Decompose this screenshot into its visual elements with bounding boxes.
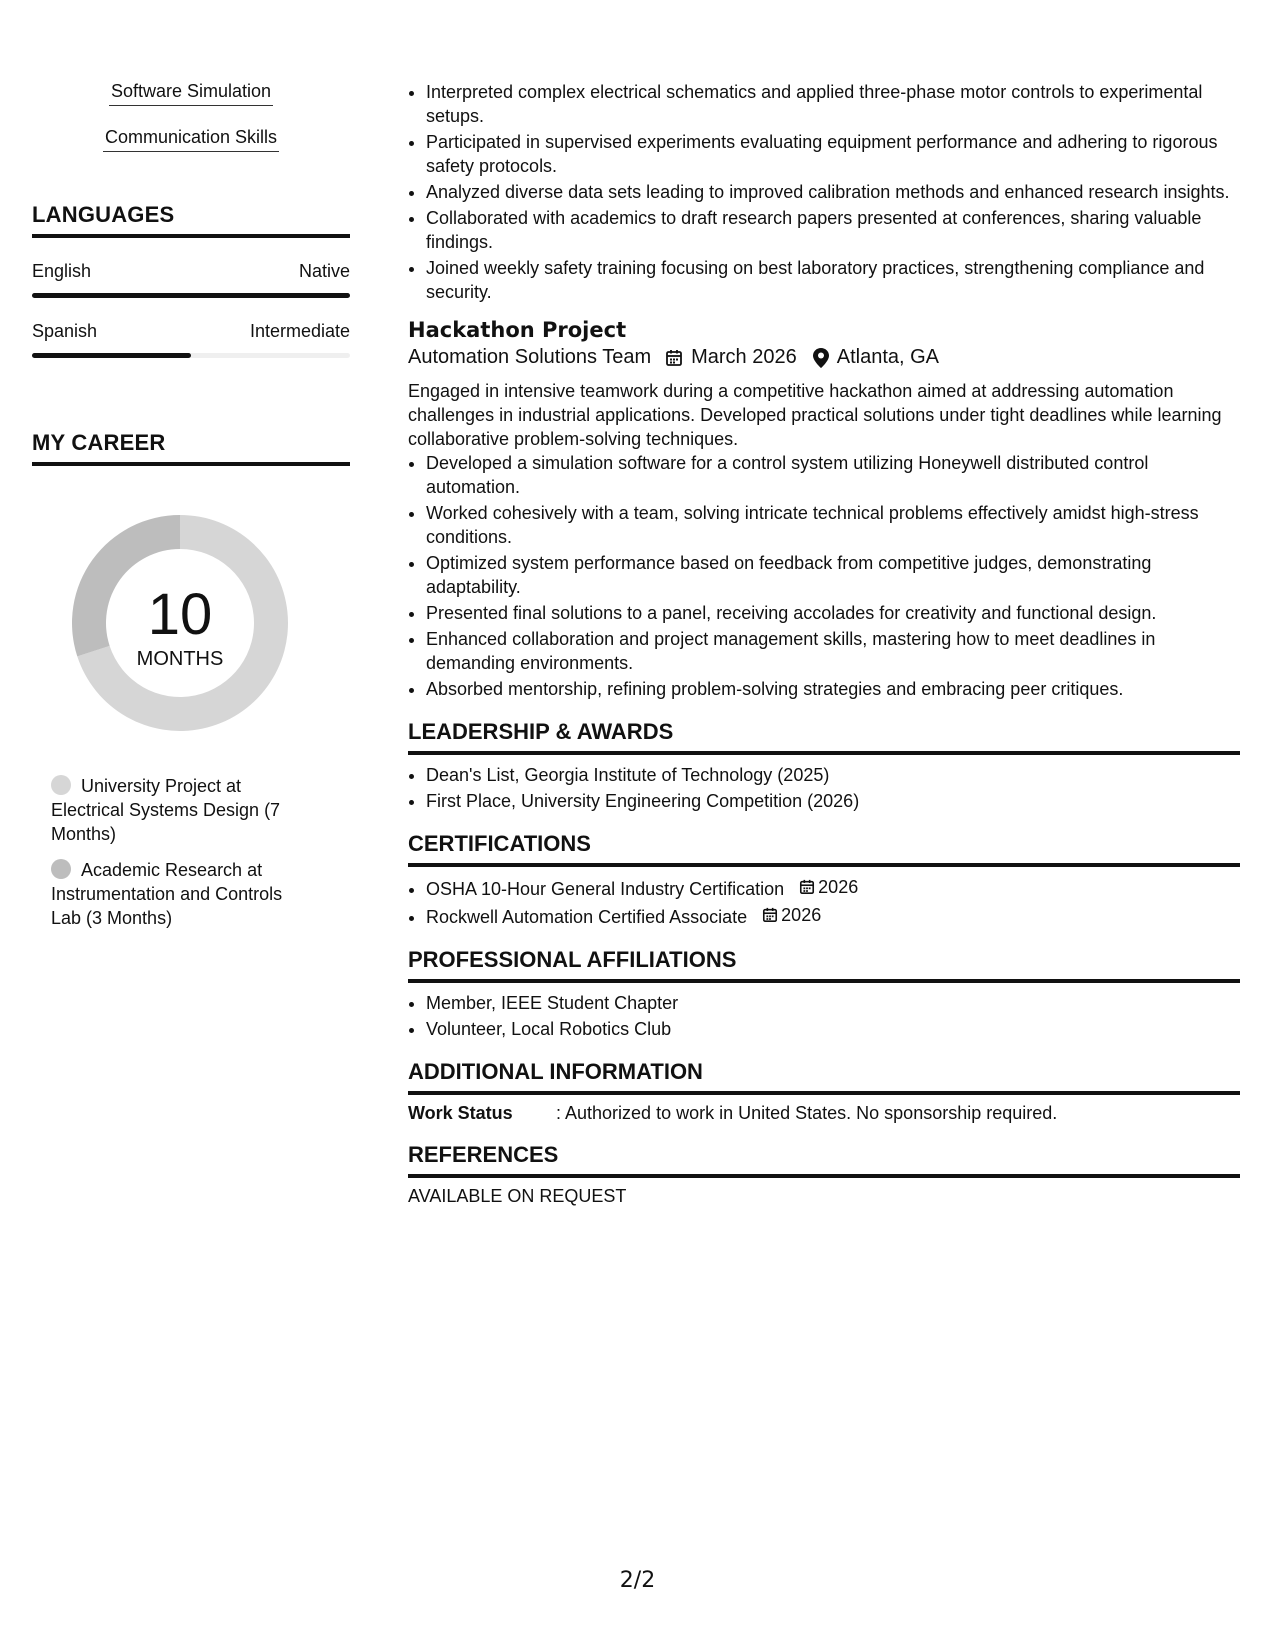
language-item [32,260,350,298]
list-item [426,875,1240,901]
project-meta [408,346,1240,369]
references-heading: REFERENCES [408,1142,1240,1178]
skill-item [32,80,350,106]
language-proficiency-fill [32,293,350,298]
career-legend-item [51,858,311,930]
additional-info-heading: ADDITIONAL INFORMATION [408,1059,1240,1095]
career-legend [32,774,311,930]
project-location: Atlanta, GA [836,346,940,368]
certification-name: Rockwell Automation Certified Associate [426,907,748,927]
language-proficiency-bar [32,293,350,298]
list-item: • Presented final solutions to a panel, receiving accolades for creativity and functional design. [426,601,1240,625]
calendar-icon [799,879,815,895]
list-item: • Analyzed diverse data sets leading to improved calibration methods and enhanced research insights. [426,180,1240,204]
work-status-label: Work Status [408,1103,513,1123]
list-item: • Collaborated with academics to draft research papers presented at conferences, sharing valuable findings. [426,206,1240,254]
skill-label: Software Simulation [109,80,273,106]
page-number: 2/2 [619,1568,656,1593]
career-legend-label: Academic Research at Instrumentation and Controls Lab (3 Months) [51,860,283,928]
awards-list [408,763,1240,813]
legend-dot [51,859,71,879]
list-item: • Joined weekly safety training focusing on best laboratory practices, strengthening compliance and security. [426,256,1240,304]
skill-item [32,126,350,152]
list-item: • Optimized system performance based on feedback from competitive judges, demonstrating adaptability. [426,551,1240,599]
location-pin-icon [813,348,829,368]
language-proficiency-fill [32,353,191,358]
list-item: • Participated in supervised experiments evaluating equipment performance and adhering to rigorous safety protocols. [426,130,1240,178]
project-description: Engaged in intensive teamwork during a competitive hackathon aimed at addressing automation challenges in industrial applications. Developed practical solutions under tight deadlines while learning collaborative problem-solving techniques. [408,381,1222,449]
career-donut-chart [65,508,295,738]
list-item: • Volunteer, Local Robotics Club [426,1017,1240,1041]
list-item: • Worked cohesively with a team, solving intricate technical problems effectively amidst high-stress conditions. [426,501,1240,549]
certification-year: 2026 [818,877,859,897]
language-level: Native [298,261,350,281]
list-item: • Dean's List, Georgia Institute of Technology (2025) [426,763,1240,787]
certifications-heading: CERTIFICATIONS [408,831,1240,867]
list-item: • Interpreted complex electrical schematics and applied three-phase motor controls to experimental setups. [426,80,1240,128]
main-content [408,80,1240,1207]
sidebar [32,80,350,942]
list-item: • Developed a simulation software for a control system utilizing Honeywell distributed control automation. [426,451,1240,499]
career-total-months: 10 [147,582,213,647]
references-text: AVAILABLE ON REQUEST [408,1186,627,1206]
affiliations-list [408,991,1240,1041]
work-status-value: : Authorized to work in United States. No sponsorship required. [556,1103,1058,1123]
language-name: English [32,261,92,281]
career-legend-label: University Project at Electrical Systems Design (7 Months) [51,776,281,844]
experience-bullets [408,80,1240,304]
certifications-list [408,875,1240,929]
list-item: • Member, IEEE Student Chapter [426,991,1240,1015]
languages-heading: LANGUAGES [32,202,350,238]
career-total-unit: MONTHS [136,648,224,670]
calendar-icon [665,349,683,367]
certification-name: OSHA 10-Hour General Industry Certification [426,879,785,899]
list-item [426,903,1240,929]
work-status-row [408,1103,1240,1124]
language-proficiency-bar [32,353,350,358]
career-legend-item [51,774,311,846]
legend-dot [51,775,71,795]
list-item: • Absorbed mentorship, refining problem-solving strategies and embracing peer critiques. [426,677,1240,701]
project-date: March 2026 [691,346,797,368]
affiliations-heading: PROFESSIONAL AFFILIATIONS [408,947,1240,983]
language-item [32,320,350,358]
language-name: Spanish [32,321,98,341]
list-item: • First Place, University Engineering Competition (2026) [426,789,1240,813]
calendar-icon [762,907,778,923]
career-heading: MY CAREER [32,430,350,466]
project-title: Hackathon Project [408,318,627,342]
project-org: Automation Solutions Team [408,346,652,368]
awards-heading: LEADERSHIP & AWARDS [408,719,1240,755]
skill-label: Communication Skills [103,126,279,152]
list-item: • Enhanced collaboration and project management skills, mastering how to meet deadlines in demanding environments. [426,627,1240,675]
project-bullets [408,451,1240,701]
language-level: Intermediate [249,321,350,341]
certification-year: 2026 [781,905,822,925]
